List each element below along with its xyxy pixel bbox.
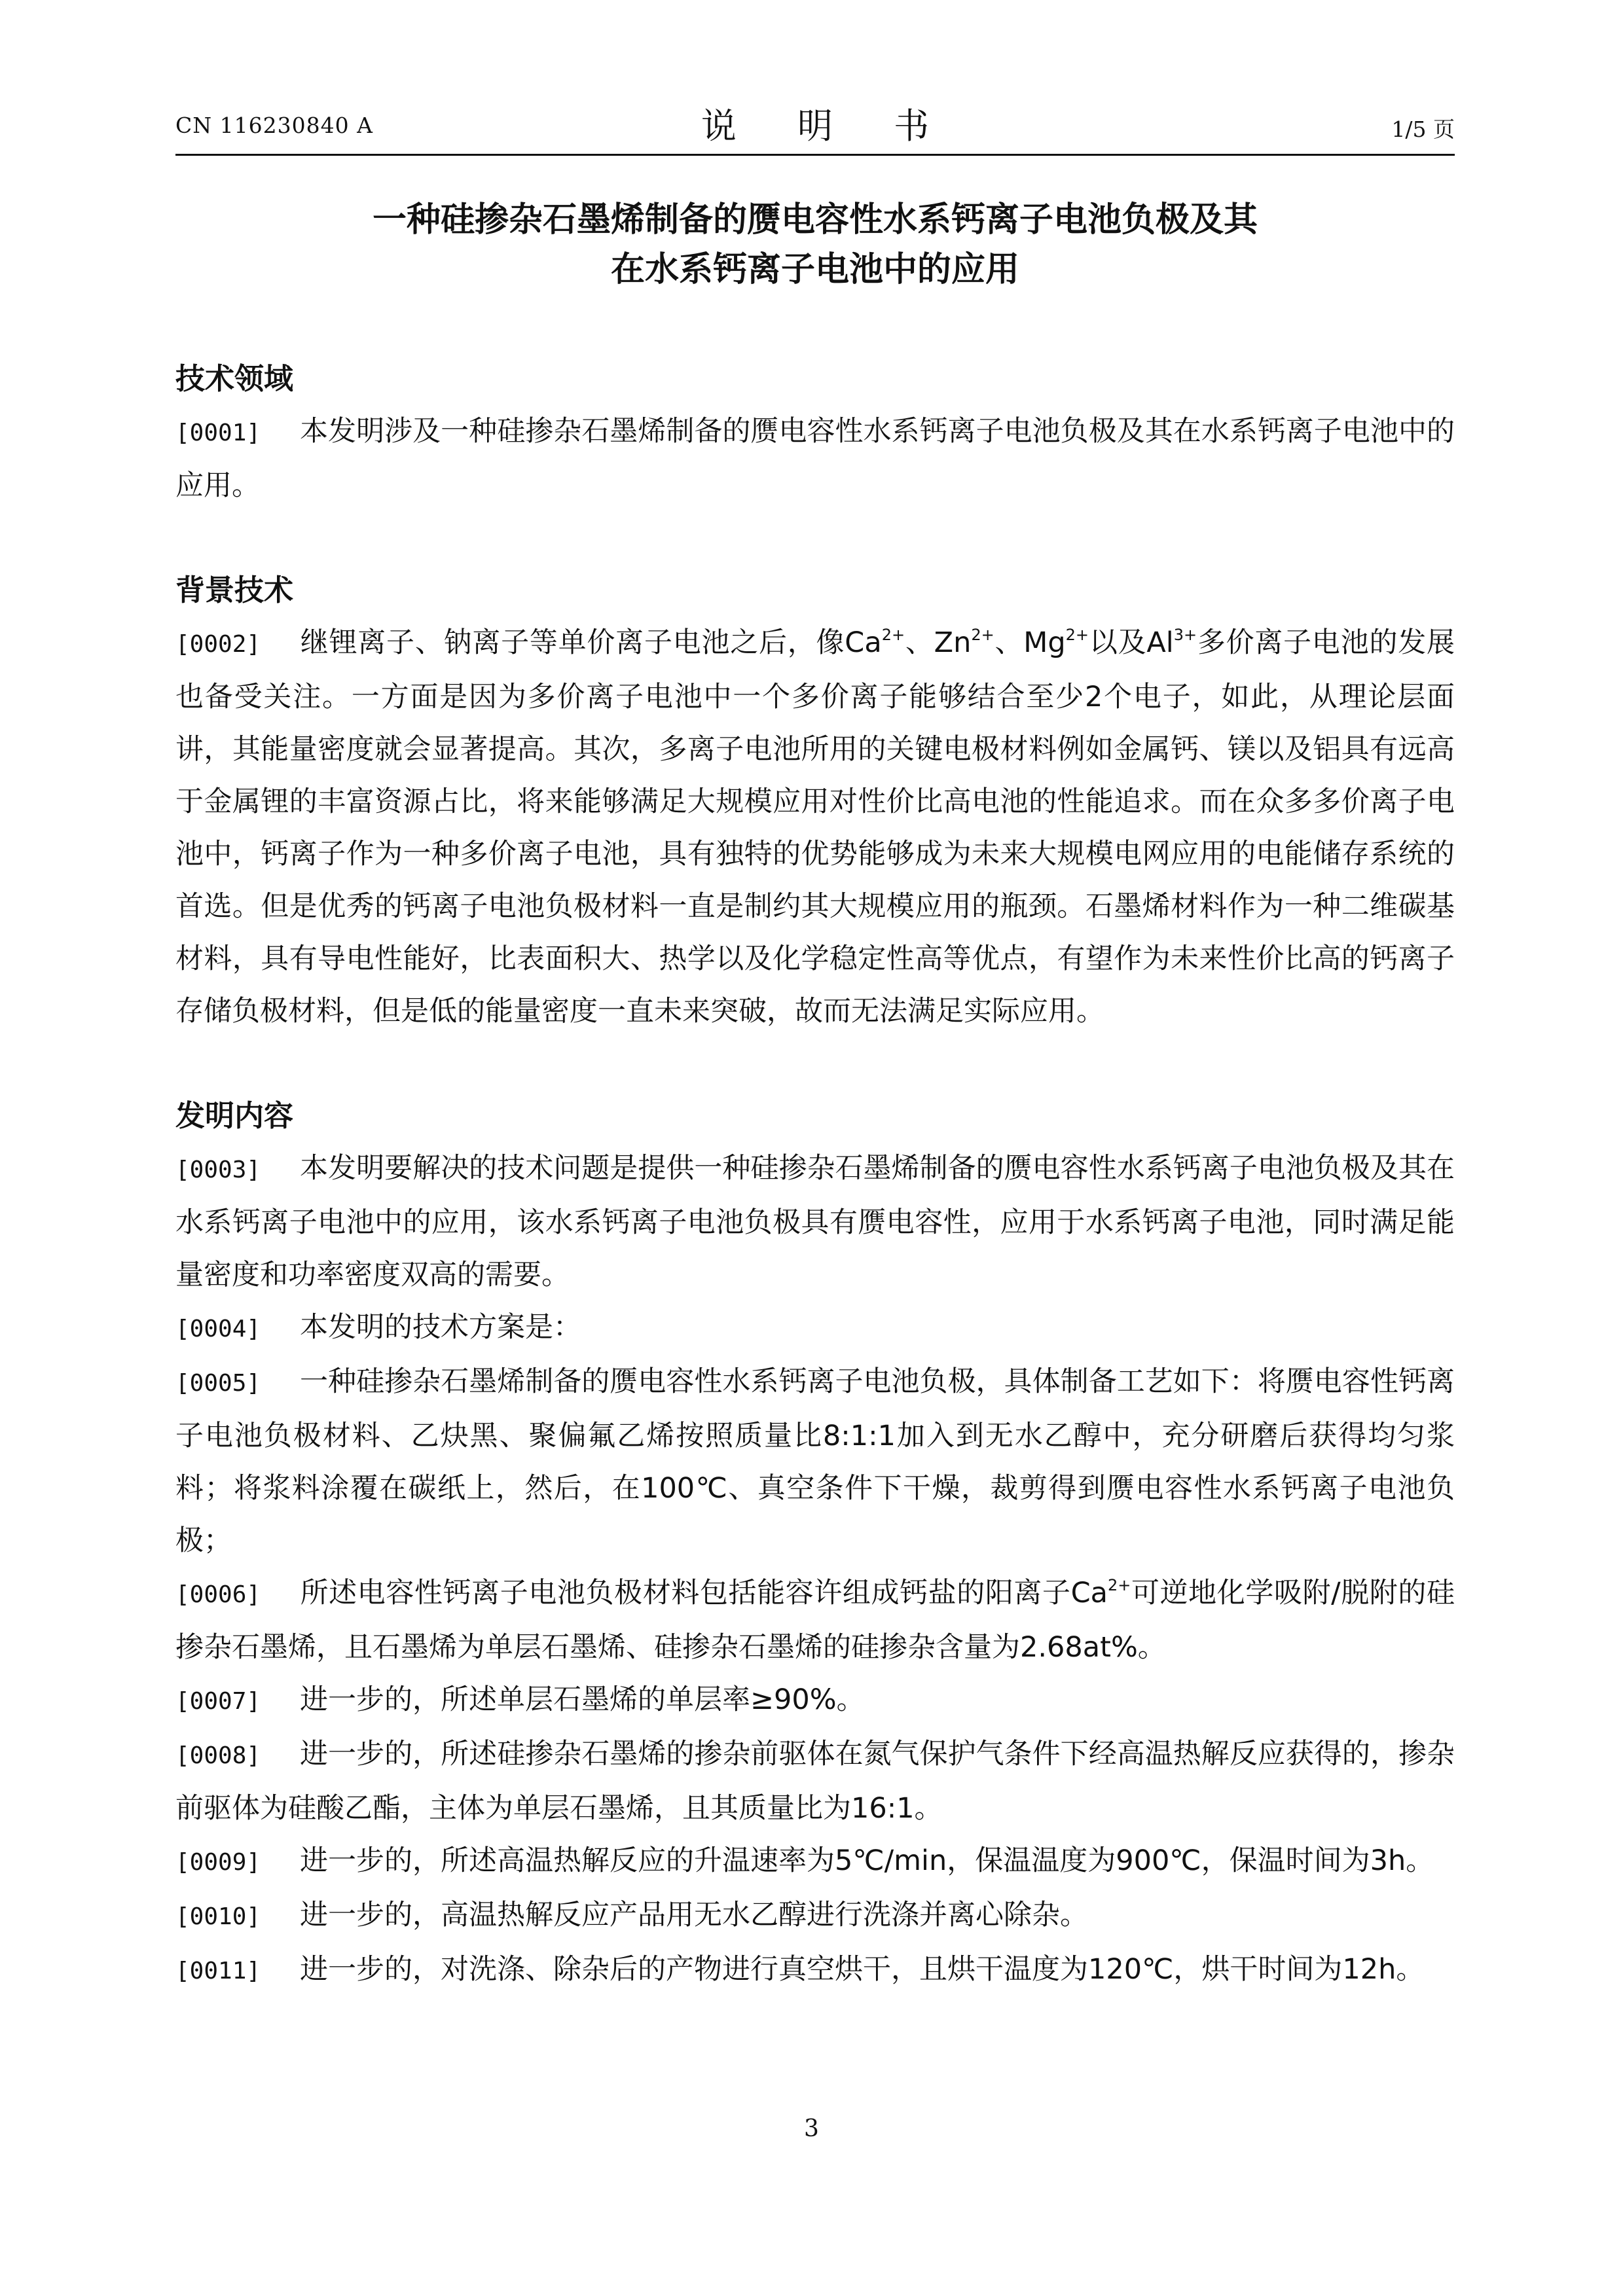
paragraph-0002 xyxy=(175,617,1455,1037)
paragraph-text: 、Zn xyxy=(905,626,972,659)
paragraph-number: [0007] xyxy=(175,1688,261,1715)
paragraph-number: [0009] xyxy=(175,1849,261,1876)
paragraph-text: 进一步的，所述硅掺杂石墨烯的掺杂前驱体在氮气保护气条件下经高温热解反应获得的，掺杂前驱体为硅酸乙酯，主体为单层石墨烯，且其质量比为16:1。 xyxy=(175,1738,1455,1825)
paragraph-text: 本发明涉及一种硅掺杂石墨烯制备的赝电容性水系钙离子电池负极及其在水系钙离子电池中的应用。 xyxy=(175,415,1455,502)
paragraph-number: [0002] xyxy=(175,631,261,658)
paragraph-number: [0003] xyxy=(175,1157,261,1183)
superscript-charge: 3+ xyxy=(1173,626,1197,644)
paragraph-number: [0004] xyxy=(175,1316,261,1342)
paragraph-text: 可逆地化学吸附/脱附的硅掺杂石墨烯，且石墨烯为单层石墨烯、硅掺杂石墨烯的硅掺杂含量为2.68at%。 xyxy=(175,1577,1455,1664)
paragraph-0007 xyxy=(175,1674,1455,1728)
paragraph-text: 进一步的，所述单层石墨烯的单层率≥90%。 xyxy=(300,1683,865,1716)
paragraph-number: [0011] xyxy=(175,1958,261,1984)
heading-background: 背景技术 xyxy=(175,573,294,607)
paragraph-text: 进一步的，高温热解反应产品用无水乙醇进行洗涤并离心除杂。 xyxy=(300,1899,1088,1931)
title-line-2: 在水系钙离子电池中的应用 xyxy=(610,250,1019,289)
paragraph-text: 、Mg xyxy=(994,626,1066,659)
paragraph-number: [0010] xyxy=(175,1903,261,1930)
header-rule xyxy=(175,154,1455,156)
paragraph-text: 所述电容性钙离子电池负极材料包括能容许组成钙盐的阳离子Ca xyxy=(300,1577,1108,1609)
heading-invention: 发明内容 xyxy=(175,1098,294,1133)
superscript-charge: 2+ xyxy=(971,626,994,644)
superscript-charge: 2+ xyxy=(1108,1576,1131,1594)
paragraph-0005 xyxy=(175,1355,1455,1567)
paragraph-0001 xyxy=(175,405,1455,512)
section-label: 说 明 书 xyxy=(701,105,955,147)
heading-tech-field: 技术领域 xyxy=(175,361,294,396)
paragraph-text: 多价离子电池的发展也备受关注。一方面是因为多价离子电池中一个多价离子能够结合至少2个电子，如此，从理论层面讲，其能量密度就会显著提高。其次，多离子电池所用的关键电极材料例如金属钙、镁以及铝具有远高于金属锂的丰富资源占比，将来能够满足大规模应用对性价比高电池的性能追求。而在众多多价离子电池中，钙离子作为一种多价离子电池，具有独特的优势能够成为未来大规模电网应用的电能储存系统的首选。但是优秀的钙离子电池负极材料一直是制约其大规模应用的瓶颈。石墨烯材料作为一种二维碳基材料，具有导电性能好，比表面积大、热学以及化学稳定性高等优点，有望作为未来性价比高的钙离子存储负极材料，但是低的能量密度一直未来突破，故而无法满足实际应用。 xyxy=(175,626,1455,1028)
paragraph-number: [0001] xyxy=(175,420,261,446)
paragraph-number: [0008] xyxy=(175,1742,261,1769)
document-title xyxy=(175,195,1455,295)
patent-number: CN 116230840 A xyxy=(175,113,373,138)
page-indicator: 1/5 页 xyxy=(1391,117,1455,142)
paragraph-0011 xyxy=(175,1943,1455,1998)
paragraph-0009 xyxy=(175,1835,1455,1889)
paragraph-text: 以及Al xyxy=(1089,626,1174,659)
paragraph-text: 一种硅掺杂石墨烯制备的赝电容性水系钙离子电池负极，具体制备工艺如下：将赝电容性钙离子电池负极材料、乙炔黑、聚偏氟乙烯按照质量比8:1:1加入到无水乙醇中，充分研磨后获得均匀浆料；将浆料涂覆在碳纸上，然后，在100℃、真空条件下干燥，裁剪得到赝电容性水系钙离子电池负极； xyxy=(175,1365,1455,1557)
section-gap xyxy=(175,1037,1455,1090)
paragraph-text: 本发明的技术方案是： xyxy=(300,1311,581,1344)
paragraph-text: 继锂离子、钠离子等单价离子电池之后，像Ca xyxy=(300,626,882,659)
superscript-charge: 2+ xyxy=(1065,626,1089,644)
section-gap xyxy=(175,512,1455,564)
paragraph-0004 xyxy=(175,1301,1455,1355)
paragraph-text: 进一步的，所述高温热解反应的升温速率为5℃/min，保温温度为900℃，保温时间为3h。 xyxy=(300,1844,1434,1877)
paragraph-number: [0005] xyxy=(175,1370,261,1397)
page-number: 3 xyxy=(804,2115,819,2142)
page-header xyxy=(175,98,1455,151)
document-body xyxy=(175,353,1455,1998)
title-line-1: 一种硅掺杂石墨烯制备的赝电容性水系钙离子电池负极及其 xyxy=(372,200,1258,240)
paragraph-text: 本发明要解决的技术问题是提供一种硅掺杂石墨烯制备的赝电容性水系钙离子电池负极及其在水系钙离子电池中的应用，该水系钙离子电池负极具有赝电容性，应用于水系钙离子电池，同时满足能量密度和功率密度双高的需要。 xyxy=(175,1152,1455,1291)
paragraph-text: 进一步的，对洗涤、除杂后的产物进行真空烘干，且烘干温度为120℃，烘干时间为12h。 xyxy=(300,1953,1425,1986)
paragraph-0010 xyxy=(175,1889,1455,1943)
paragraph-0008 xyxy=(175,1728,1455,1835)
paragraph-0006 xyxy=(175,1567,1455,1674)
superscript-charge: 2+ xyxy=(881,626,905,644)
paragraph-number: [0006] xyxy=(175,1581,261,1608)
paragraph-0003 xyxy=(175,1142,1455,1301)
